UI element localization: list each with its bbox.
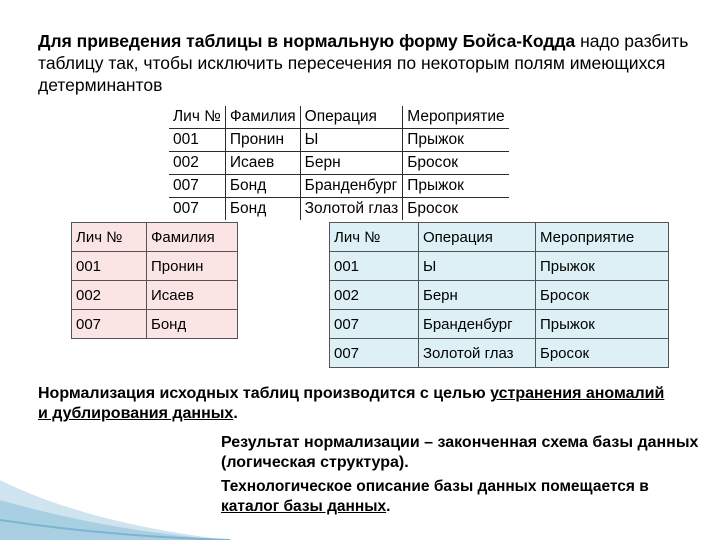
cell: Пронин — [225, 129, 300, 152]
cell: Прыжок — [403, 175, 509, 198]
para3-underlined: каталог базы данных — [221, 498, 387, 515]
header-cell: Лич № — [330, 223, 419, 252]
table-header-row — [72, 223, 238, 252]
cell: Бранденбург — [300, 175, 403, 198]
table-row — [72, 252, 238, 281]
header-cell: Мероприятие — [403, 106, 509, 129]
header-cell: Операция — [300, 106, 403, 129]
header-cell: Лич № — [169, 106, 225, 129]
header-cell: Лич № — [72, 223, 147, 252]
cell: Бранденбург — [419, 310, 536, 339]
cell: Берн — [419, 281, 536, 310]
cell: 002 — [72, 281, 147, 310]
table-row — [169, 175, 509, 198]
source-table — [169, 106, 509, 220]
cell: 001 — [330, 252, 419, 281]
cell: 001 — [169, 129, 225, 152]
header-cell: Фамилия — [225, 106, 300, 129]
intro-rest: надо разбить таблицу так, чтобы исключить пересечения по некоторым полям имеющихся детерминантов — [38, 31, 689, 95]
cell: Прыжок — [403, 129, 509, 152]
cell: Исаев — [225, 152, 300, 175]
table-row — [169, 152, 509, 175]
cell: 007 — [169, 198, 225, 221]
result-paragraph: Результат нормализации – законченная схема базы данных (логическая структура). — [221, 434, 699, 471]
para3-end: . — [386, 498, 391, 515]
header-cell: Мероприятие — [536, 223, 669, 252]
cell: Бросок — [403, 198, 509, 221]
table-row — [169, 198, 509, 221]
cell: 007 — [330, 310, 419, 339]
cell: Золотой глаз — [419, 339, 536, 368]
persons-table — [71, 222, 238, 339]
cell: Бонд — [147, 310, 238, 339]
table-header-row — [169, 106, 509, 129]
table-header-row — [330, 223, 669, 252]
cell: Исаев — [147, 281, 238, 310]
para3-text: Технологическое описание базы данных помещается в — [221, 478, 649, 495]
para1-text: Нормализация исходных таблиц производится с целью — [38, 385, 491, 402]
para1-end: . — [233, 405, 238, 422]
intro-text — [38, 30, 718, 96]
cell: Пронин — [147, 252, 238, 281]
cell: Берн — [300, 152, 403, 175]
decorative-swoosh — [0, 440, 230, 540]
cell: 007 — [169, 175, 225, 198]
intro-bold: Для приведения таблицы в нормальную форму Бойса-Кодда — [38, 31, 576, 51]
cell: Бросок — [403, 152, 509, 175]
cell: Бонд — [225, 175, 300, 198]
table-row — [330, 310, 669, 339]
normalization-paragraph — [38, 384, 678, 424]
cell: 002 — [169, 152, 225, 175]
cell: 001 — [72, 252, 147, 281]
table-row — [72, 281, 238, 310]
cell: Бонд — [225, 198, 300, 221]
cell: 007 — [330, 339, 419, 368]
cell: Прыжок — [536, 252, 669, 281]
cell: Бросок — [536, 281, 669, 310]
cell: Ы — [419, 252, 536, 281]
table-row — [169, 129, 509, 152]
cell: 007 — [72, 310, 147, 339]
para1-underlined: устранения аномалий и дублирования данных — [38, 385, 665, 422]
table-row — [330, 281, 669, 310]
cell: Прыжок — [536, 310, 669, 339]
table-row — [72, 310, 238, 339]
operations-table — [329, 222, 669, 368]
cell: Золотой глаз — [300, 198, 403, 221]
cell: 002 — [330, 281, 419, 310]
catalog-paragraph — [221, 477, 701, 517]
header-cell: Фамилия — [147, 223, 238, 252]
cell: Бросок — [536, 339, 669, 368]
cell: Ы — [300, 129, 403, 152]
table-row — [330, 252, 669, 281]
table-row — [330, 339, 669, 368]
header-cell: Операция — [419, 223, 536, 252]
